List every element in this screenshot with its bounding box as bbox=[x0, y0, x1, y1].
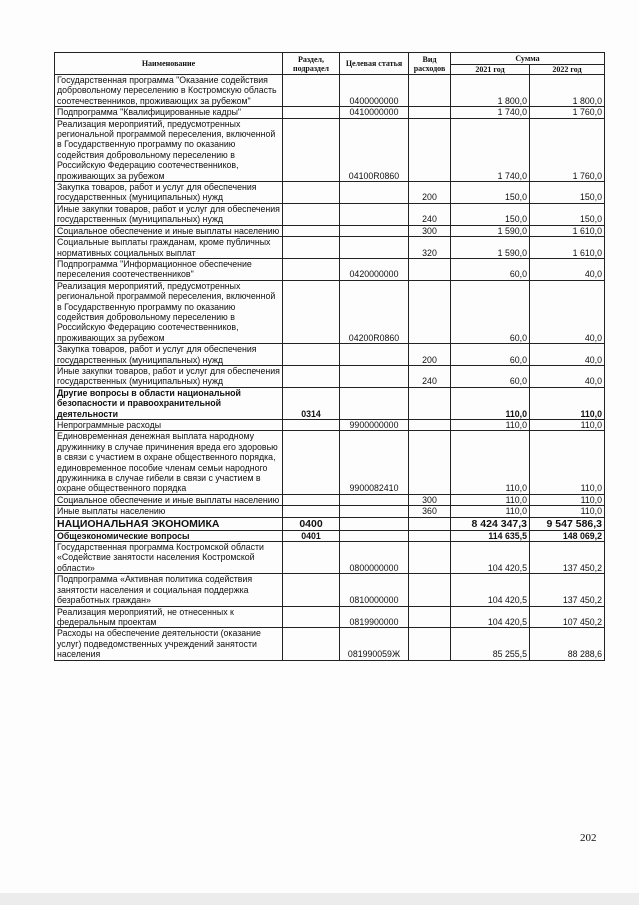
cell-sum-2022: 110,0 bbox=[530, 431, 605, 494]
cell-sum-2022: 1 610,0 bbox=[530, 237, 605, 259]
header-name: Наименование bbox=[55, 53, 283, 75]
cell-target: 9900000000 bbox=[340, 420, 409, 431]
cell-sum-2021: 1 590,0 bbox=[451, 225, 530, 236]
cell-expense-type: 300 bbox=[409, 494, 451, 505]
cell-target: 0810000000 bbox=[340, 574, 409, 606]
cell-target: 0420000000 bbox=[340, 258, 409, 280]
cell-sum-2021: 150,0 bbox=[451, 182, 530, 204]
cell-target: 0800000000 bbox=[340, 542, 409, 574]
cell-name: НАЦИОНАЛЬНАЯ ЭКОНОМИКА bbox=[55, 517, 283, 530]
cell-sum-2022: 110,0 bbox=[530, 506, 605, 517]
cell-name: Непрограммные расходы bbox=[55, 420, 283, 431]
cell-target bbox=[340, 387, 409, 419]
cell-sum-2022: 1 760,0 bbox=[530, 107, 605, 118]
cell-expense-type: 240 bbox=[409, 203, 451, 225]
table-row bbox=[55, 75, 605, 107]
cell-section bbox=[283, 237, 340, 259]
cell-sum-2021: 60,0 bbox=[451, 365, 530, 387]
cell-target: 9900082410 bbox=[340, 431, 409, 494]
cell-sum-2021: 1 800,0 bbox=[451, 75, 530, 107]
cell-sum-2022: 137 450,2 bbox=[530, 542, 605, 574]
table-row bbox=[55, 107, 605, 118]
cell-name: Подпрограмма "Квалифицированные кадры" bbox=[55, 107, 283, 118]
cell-section bbox=[283, 225, 340, 236]
cell-section bbox=[283, 628, 340, 660]
cell-target: 04200R0860 bbox=[340, 280, 409, 343]
table-row bbox=[55, 225, 605, 236]
cell-name: Государственная программа "Оказание содействия добровольному переселению в Костромскую область соотечественников, проживающих за рубежом" bbox=[55, 75, 283, 107]
cell-sum-2022: 150,0 bbox=[530, 203, 605, 225]
cell-sum-2021: 150,0 bbox=[451, 203, 530, 225]
cell-name: Реализация мероприятий, предусмотренных региональной программой переселения, включенной в Государственную программу по оказанию содействия добровольному переселению в Российскую Федерацию соотечественников, проживающих за рубежом bbox=[55, 280, 283, 343]
cell-section bbox=[283, 574, 340, 606]
cell-sum-2021: 110,0 bbox=[451, 494, 530, 505]
cell-section bbox=[283, 203, 340, 225]
cell-target: 04100R0860 bbox=[340, 118, 409, 181]
cell-name: Закупка товаров, работ и услуг для обеспечения государственных (муниципальных) нужд bbox=[55, 182, 283, 204]
cell-section bbox=[283, 542, 340, 574]
table-body bbox=[55, 75, 605, 661]
cell-section bbox=[283, 118, 340, 181]
cell-sum-2022: 1 800,0 bbox=[530, 75, 605, 107]
cell-name: Иные выплаты населению bbox=[55, 506, 283, 517]
cell-sum-2021: 60,0 bbox=[451, 344, 530, 366]
cell-target: 0400000000 bbox=[340, 75, 409, 107]
cell-expense-type: 320 bbox=[409, 237, 451, 259]
table-row bbox=[55, 280, 605, 343]
cell-name: Социальные выплаты гражданам, кроме публичных нормативных социальных выплат bbox=[55, 237, 283, 259]
cell-expense-type bbox=[409, 387, 451, 419]
cell-section bbox=[283, 75, 340, 107]
cell-expense-type bbox=[409, 574, 451, 606]
cell-sum-2022: 1 610,0 bbox=[530, 225, 605, 236]
table-row bbox=[55, 258, 605, 280]
cell-section bbox=[283, 506, 340, 517]
cell-name: Другие вопросы в области национальной безопасности и правоохранительной деятельности bbox=[55, 387, 283, 419]
cell-section bbox=[283, 280, 340, 343]
cell-target bbox=[340, 517, 409, 530]
cell-sum-2022: 40,0 bbox=[530, 365, 605, 387]
cell-section bbox=[283, 107, 340, 118]
cell-sum-2021: 104 420,5 bbox=[451, 542, 530, 574]
cell-sum-2021: 110,0 bbox=[451, 420, 530, 431]
cell-section bbox=[283, 606, 340, 628]
cell-expense-type bbox=[409, 542, 451, 574]
cell-expense-type bbox=[409, 431, 451, 494]
cell-name: Государственная программа Костромской области «Содействие занятости населения Костромской области» bbox=[55, 542, 283, 574]
cell-sum-2022: 150,0 bbox=[530, 182, 605, 204]
cell-sum-2022: 9 547 586,3 bbox=[530, 517, 605, 530]
cell-sum-2021: 114 635,5 bbox=[451, 530, 530, 541]
cell-section bbox=[283, 182, 340, 204]
cell-expense-type: 300 bbox=[409, 225, 451, 236]
cell-expense-type bbox=[409, 75, 451, 107]
header-target: Целевая статья bbox=[340, 53, 409, 75]
cell-sum-2022: 137 450,2 bbox=[530, 574, 605, 606]
table-row bbox=[55, 517, 605, 530]
header-sum: Сумма bbox=[451, 53, 605, 65]
cell-sum-2022: 110,0 bbox=[530, 420, 605, 431]
cell-sum-2021: 104 420,5 bbox=[451, 574, 530, 606]
cell-target bbox=[340, 506, 409, 517]
cell-target bbox=[340, 494, 409, 505]
cell-sum-2021: 110,0 bbox=[451, 431, 530, 494]
cell-name: Реализация мероприятий, предусмотренных региональной программой переселения, включенной в Государственную программу по оказанию содействия добровольному переселению в Российскую Федерацию соотечественников, проживающих за рубежом bbox=[55, 118, 283, 181]
cell-target: 0410000000 bbox=[340, 107, 409, 118]
table-row bbox=[55, 574, 605, 606]
cell-expense-type bbox=[409, 628, 451, 660]
cell-sum-2022: 107 450,2 bbox=[530, 606, 605, 628]
cell-expense-type bbox=[409, 420, 451, 431]
table-row bbox=[55, 203, 605, 225]
table-header bbox=[55, 53, 605, 75]
cell-sum-2022: 148 069,2 bbox=[530, 530, 605, 541]
cell-sum-2022: 110,0 bbox=[530, 494, 605, 505]
header-expense-type: Вид расходов bbox=[409, 53, 451, 75]
cell-target bbox=[340, 530, 409, 541]
cell-sum-2021: 60,0 bbox=[451, 280, 530, 343]
table-row bbox=[55, 118, 605, 181]
cell-expense-type bbox=[409, 606, 451, 628]
table-row bbox=[55, 237, 605, 259]
cell-section bbox=[283, 431, 340, 494]
cell-name: Закупка товаров, работ и услуг для обеспечения государственных (муниципальных) нужд bbox=[55, 344, 283, 366]
cell-expense-type bbox=[409, 280, 451, 343]
table-row bbox=[55, 387, 605, 419]
table-row bbox=[55, 506, 605, 517]
cell-expense-type: 200 bbox=[409, 182, 451, 204]
cell-sum-2022: 110,0 bbox=[530, 387, 605, 419]
cell-sum-2021: 85 255,5 bbox=[451, 628, 530, 660]
budget-table bbox=[54, 52, 605, 661]
cell-expense-type bbox=[409, 258, 451, 280]
cell-section bbox=[283, 494, 340, 505]
page-number: 202 bbox=[580, 832, 597, 844]
cell-sum-2022: 1 760,0 bbox=[530, 118, 605, 181]
cell-section bbox=[283, 344, 340, 366]
cell-section: 0314 bbox=[283, 387, 340, 419]
table-row bbox=[55, 365, 605, 387]
cell-expense-type: 240 bbox=[409, 365, 451, 387]
cell-name: Иные закупки товаров, работ и услуг для обеспечения государственных (муниципальных) нужд bbox=[55, 365, 283, 387]
table-row bbox=[55, 530, 605, 541]
cell-sum-2022: 88 288,6 bbox=[530, 628, 605, 660]
table-row bbox=[55, 628, 605, 660]
cell-expense-type bbox=[409, 118, 451, 181]
cell-sum-2022: 40,0 bbox=[530, 280, 605, 343]
cell-section bbox=[283, 420, 340, 431]
table-row bbox=[55, 420, 605, 431]
cell-sum-2021: 110,0 bbox=[451, 387, 530, 419]
cell-expense-type: 200 bbox=[409, 344, 451, 366]
cell-name: Подпрограмма «Активная политика содействия занятости населения и социальная поддержка безработных граждан» bbox=[55, 574, 283, 606]
cell-section bbox=[283, 258, 340, 280]
cell-target: 081990059Ж bbox=[340, 628, 409, 660]
cell-target bbox=[340, 203, 409, 225]
cell-target bbox=[340, 182, 409, 204]
cell-sum-2022: 40,0 bbox=[530, 344, 605, 366]
cell-sum-2021: 1 740,0 bbox=[451, 107, 530, 118]
scan-bottom-edge bbox=[0, 893, 639, 905]
cell-target bbox=[340, 365, 409, 387]
table-row bbox=[55, 431, 605, 494]
table-row bbox=[55, 494, 605, 505]
cell-name: Единовременная денежная выплата народному дружиннику в случае причинения вреда его здоровью в связи с участием в охране общественного порядка, единовременное пособие членам семьи народного дружинника в случае гибели в связи с участием в охране общественного порядка bbox=[55, 431, 283, 494]
cell-sum-2021: 104 420,5 bbox=[451, 606, 530, 628]
table-row bbox=[55, 606, 605, 628]
cell-name: Реализация мероприятий, не отнесенных к федеральным проектам bbox=[55, 606, 283, 628]
cell-name: Подпрограмма "Информационное обеспечение переселения соотечественников" bbox=[55, 258, 283, 280]
cell-sum-2021: 1 740,0 bbox=[451, 118, 530, 181]
header-year-2021: 2021 год bbox=[451, 65, 530, 75]
cell-expense-type bbox=[409, 517, 451, 530]
cell-target bbox=[340, 225, 409, 236]
cell-sum-2022: 40,0 bbox=[530, 258, 605, 280]
header-year-2022: 2022 год bbox=[530, 65, 605, 75]
cell-sum-2021: 8 424 347,3 bbox=[451, 517, 530, 530]
table-row bbox=[55, 182, 605, 204]
cell-name: Расходы на обеспечение деятельности (оказание услуг) подведомственных учреждений занятости населения bbox=[55, 628, 283, 660]
cell-target bbox=[340, 344, 409, 366]
cell-name: Социальное обеспечение и иные выплаты населению bbox=[55, 225, 283, 236]
cell-name: Иные закупки товаров, работ и услуг для обеспечения государственных (муниципальных) нужд bbox=[55, 203, 283, 225]
cell-section: 0401 bbox=[283, 530, 340, 541]
cell-sum-2021: 60,0 bbox=[451, 258, 530, 280]
cell-section bbox=[283, 365, 340, 387]
cell-name: Общеэкономические вопросы bbox=[55, 530, 283, 541]
cell-target bbox=[340, 237, 409, 259]
cell-section: 0400 bbox=[283, 517, 340, 530]
cell-name: Социальное обеспечение и иные выплаты населению bbox=[55, 494, 283, 505]
table-row bbox=[55, 542, 605, 574]
cell-sum-2021: 1 590,0 bbox=[451, 237, 530, 259]
table-row bbox=[55, 344, 605, 366]
cell-sum-2021: 110,0 bbox=[451, 506, 530, 517]
cell-expense-type bbox=[409, 530, 451, 541]
cell-target: 0819900000 bbox=[340, 606, 409, 628]
cell-expense-type: 360 bbox=[409, 506, 451, 517]
header-section: Раздел, подраздел bbox=[283, 53, 340, 75]
cell-expense-type bbox=[409, 107, 451, 118]
